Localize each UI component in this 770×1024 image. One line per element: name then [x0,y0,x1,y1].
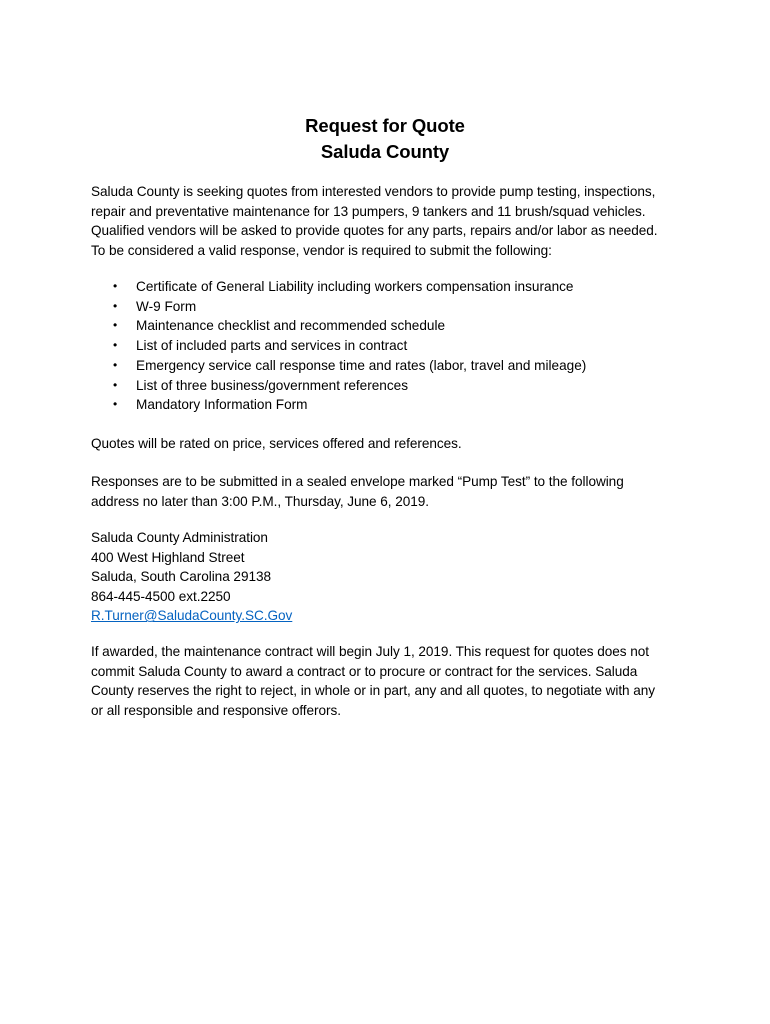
address-street: 400 West Highland Street [91,549,245,565]
contact-address [91,528,691,626]
list-item-text: List of included parts and services in contract [136,338,408,354]
contact-phone: 864-445-4500 ext.2250 [91,588,231,604]
rating-paragraph [91,434,691,454]
list-item-text: List of three business/government references [136,377,409,393]
intro-line: To be considered a valid response, vendor is required to submit the following: [91,242,552,258]
responses-line: Responses are to be submitted in a sealed envelope marked “Pump Test” to the following [91,474,624,489]
award-line: or all responsible and responsive offerors. [91,702,341,718]
list-item [91,297,586,317]
bullet-icon: • [113,298,118,313]
list-item-text: Mandatory Information Form [136,397,308,413]
list-item [91,316,586,336]
award-line: If awarded, the maintenance contract will begin July 1, 2019. This request for quotes does not [91,644,650,659]
list-item [91,356,586,376]
responses-paragraph [91,472,691,511]
bullet-icon: • [113,357,118,372]
address-city-state-zip: Saluda, South Carolina 29138 [91,569,271,585]
bullet-icon: • [113,397,118,412]
address-organization: Saluda County Administration [91,530,268,545]
responses-line: address no later than 3:00 P.M., Thursday, June 6, 2019. [91,493,430,509]
bullet-icon: • [113,279,118,293]
title-line-2: Saluda County [320,141,450,162]
bullet-icon: • [113,338,118,353]
list-item [91,376,586,396]
award-line: County reserves the right to reject, in whole or in part, any and all quotes, to negotiate with any [91,683,656,699]
document-title [0,113,770,165]
list-item-text: Certificate of General Liability including workers compensation insurance [136,279,574,294]
list-item-text: Maintenance checklist and recommended schedule [136,318,446,334]
list-item [91,277,586,297]
list-item [91,336,586,356]
intro-line: Saluda County is seeking quotes from interested vendors to provide pump testing, inspections, [91,184,656,199]
intro-paragraph [91,182,691,260]
list-item-text: Emergency service call response time and rates (labor, travel and mileage) [136,357,587,373]
bullet-icon: • [113,318,118,333]
list-item [91,395,586,415]
award-terms-paragraph [91,642,691,720]
bullet-icon: • [113,377,118,392]
contact-email-link[interactable]: R.Turner@SaludaCounty.SC.Gov [91,608,293,624]
list-item-text: W-9 Form [136,298,197,314]
rating-line: Quotes will be rated on price, services offered and references. [91,436,462,451]
requirements-list [91,277,586,415]
intro-line: repair and preventative maintenance for 13 pumpers, 9 tankers and 11 brush/squad vehicles. [91,203,646,219]
title-line-1: Request for Quote [305,115,465,136]
intro-line: Qualified vendors will be asked to provide quotes for any parts, repairs and/or labor as needed. [91,223,658,239]
award-line: commit Saluda County to award a contract or to procure or contract for the services. Saluda [91,663,638,679]
